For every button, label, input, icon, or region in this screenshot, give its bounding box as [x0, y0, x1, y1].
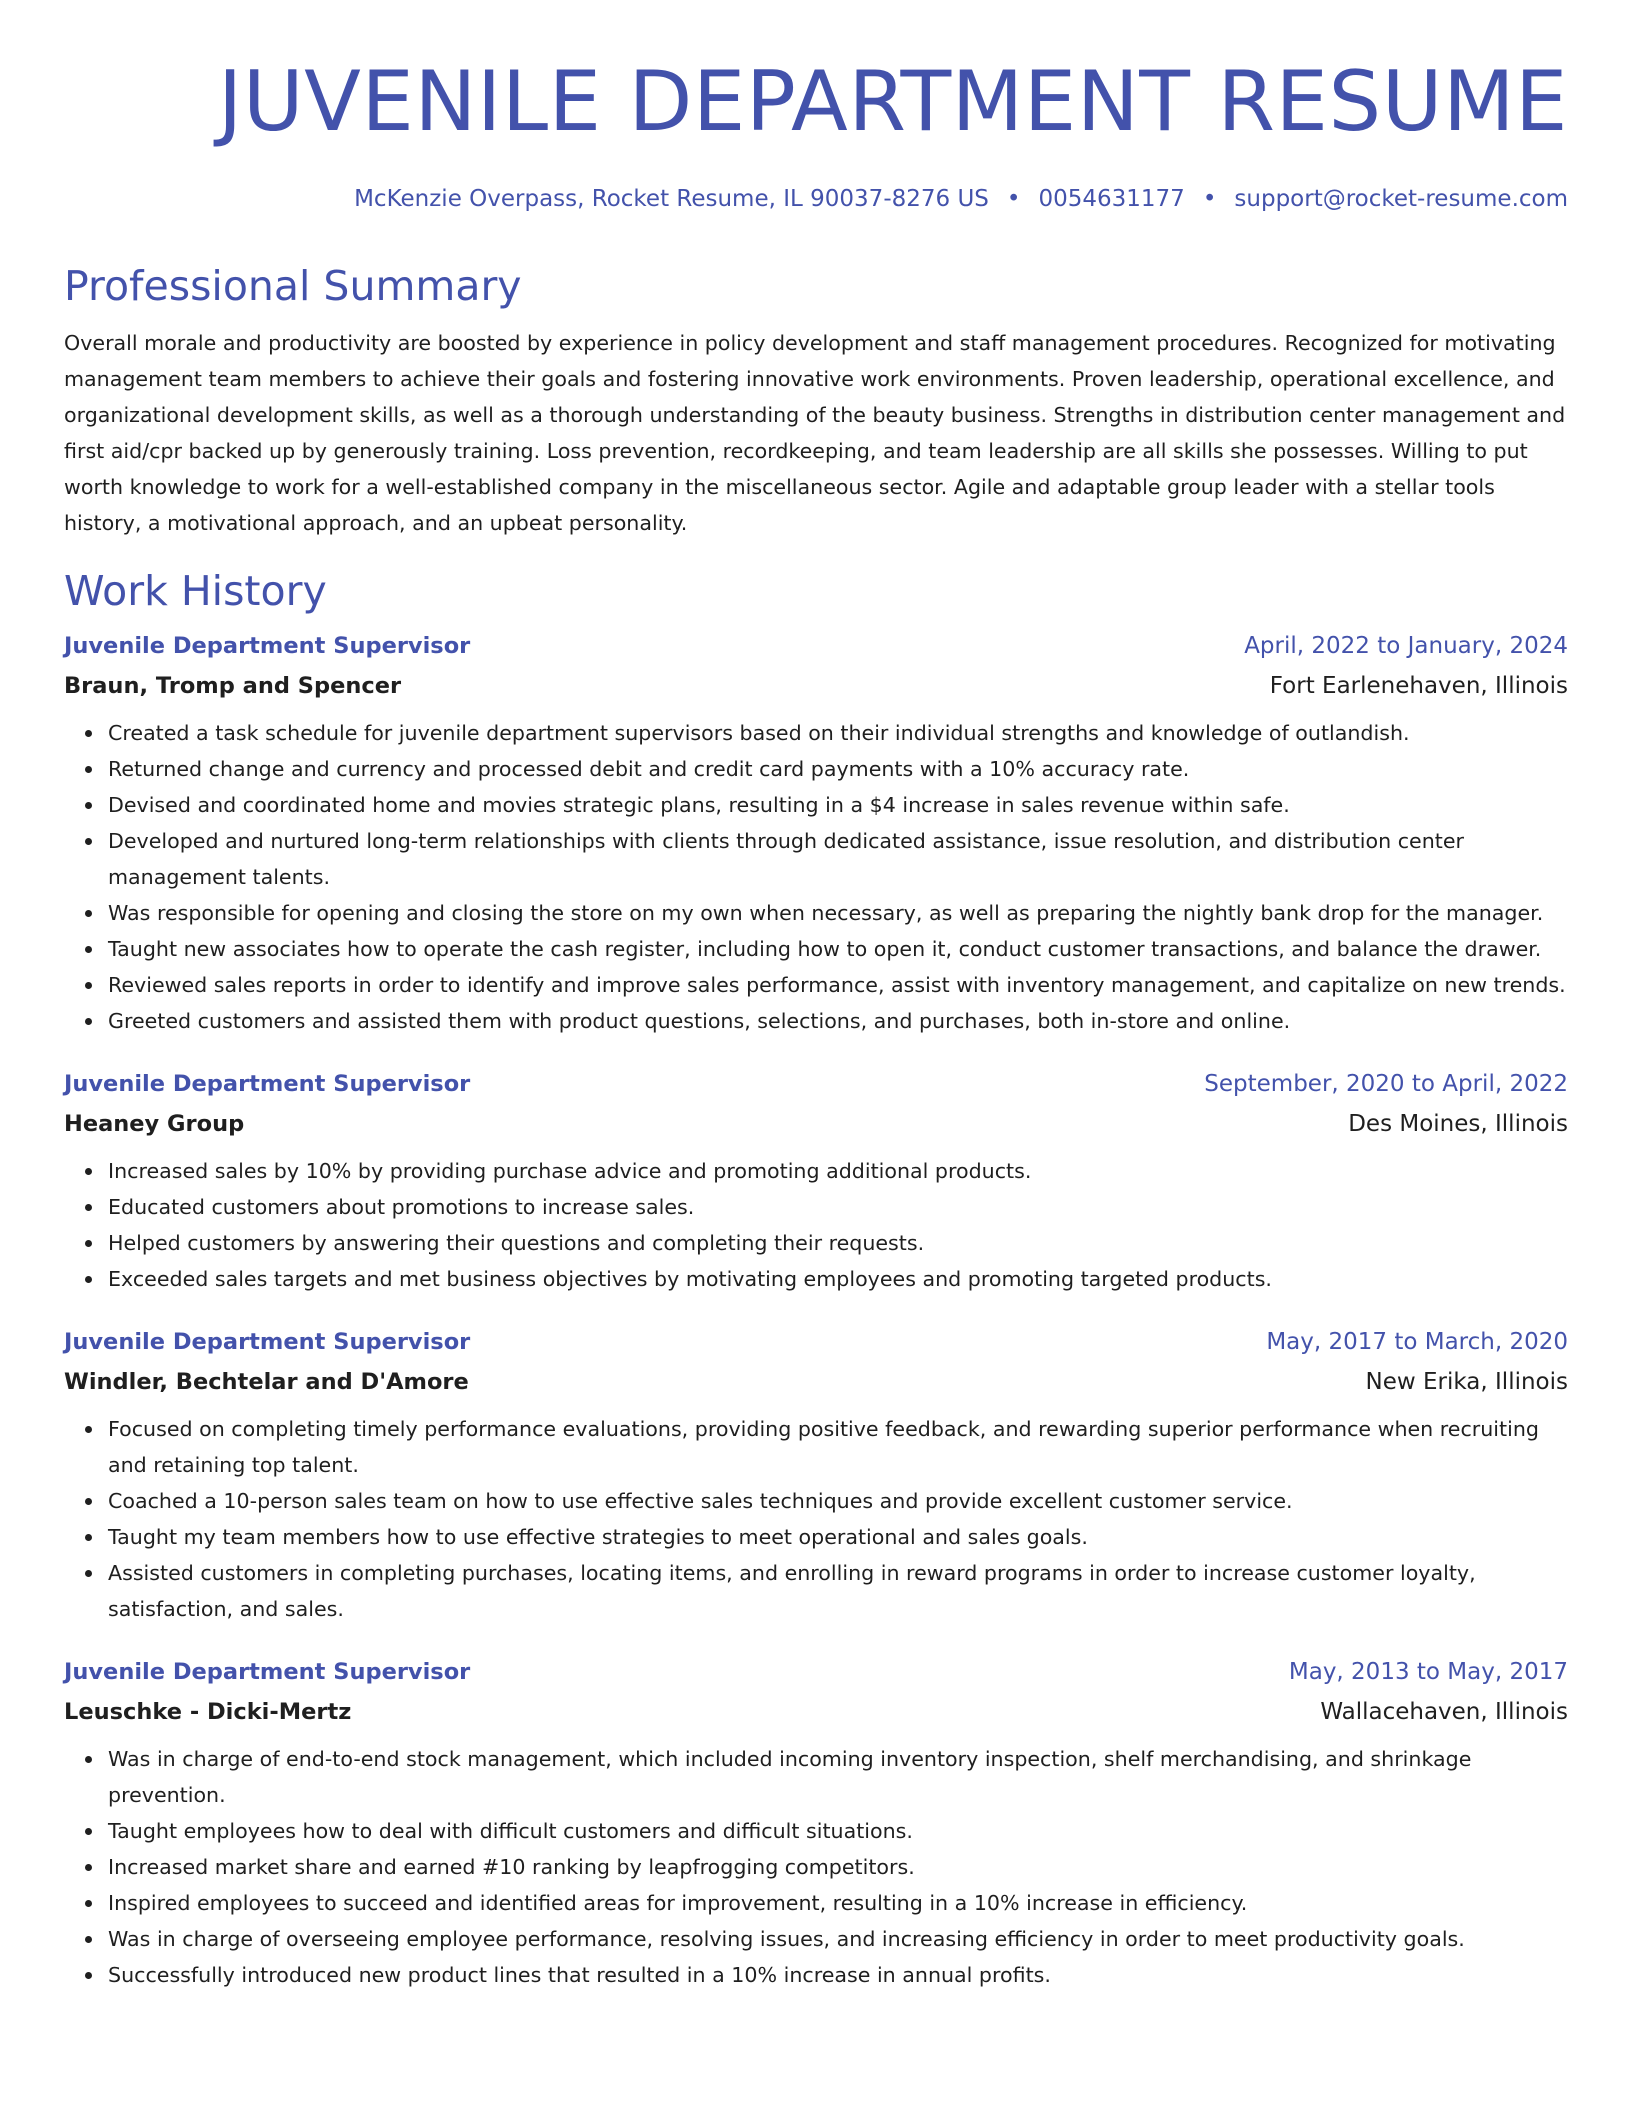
- job-bullets: [64, 1741, 1568, 1993]
- job-bullet: Was responsible for opening and closing the store on my own when necessary, as well as preparing the nightly bank drop for the manager.: [108, 895, 1568, 931]
- job-bullet: Focused on completing timely performance evaluations, providing positive feedback, and rewarding superior performance when recruiting and retaining top talent.: [108, 1411, 1568, 1483]
- contact-phone: 0054631177: [1038, 186, 1185, 212]
- job-company: Heaney Group: [64, 1111, 245, 1137]
- job-title: Juvenile Department Supervisor: [64, 1071, 471, 1097]
- job-title: Juvenile Department Supervisor: [64, 1329, 471, 1355]
- job-header-row: [64, 1327, 1568, 1357]
- job-title: Juvenile Department Supervisor: [64, 1659, 471, 1685]
- job-company-row: [64, 1697, 1568, 1727]
- job-entry: [64, 1327, 1568, 1627]
- job-company-row: [64, 671, 1568, 701]
- job-location: Fort Earlenehaven, Illinois: [1269, 673, 1568, 699]
- job-bullet: Created a task schedule for juvenile department supervisors based on their individual strengths and knowledge of outlandish.: [108, 715, 1568, 751]
- summary-text: Overall morale and productivity are boosted by experience in policy development and staff management procedures. Recognized for motivating management team members to achieve their goals and fostering innovative work environments. Proven leadership, operational excellence, and organizational development skills, as well as a thorough understanding of the beauty business. Strengths in distribution center management and first aid/cpr backed up by generously training. Loss prevention, recordkeeping, and team leadership are all skills she possesses. Willing to put worth knowledge to work for a well-established company in the miscellaneous sector. Agile and adaptable group leader with a stellar tools history, a motivational approach, and an upbeat personality.: [64, 331, 1566, 535]
- job-bullet: Devised and coordinated home and movies strategic plans, resulting in a $4 increase in sales revenue within safe.: [108, 787, 1568, 823]
- job-bullet: Coached a 10-person sales team on how to use effective sales techniques and provide excellent customer service.: [108, 1483, 1568, 1519]
- job-company: Windler, Bechtelar and D'Amore: [64, 1369, 469, 1395]
- job-bullet: Taught new associates how to operate the cash register, including how to open it, conduct customer transactions, and balance the drawer.: [108, 931, 1568, 967]
- job-dates: May, 2017 to March, 2020: [1266, 1329, 1568, 1355]
- job-bullet: Taught my team members how to use effective strategies to meet operational and sales goals.: [108, 1519, 1568, 1555]
- job-company-row: [64, 1109, 1568, 1139]
- job-bullet: Increased sales by 10% by providing purchase advice and promoting additional products.: [108, 1153, 1568, 1189]
- job-bullet: Developed and nurtured long-term relationships with clients through dedicated assistance, issue resolution, and distribution center management talents.: [108, 823, 1568, 895]
- job-bullet: Assisted customers in completing purchases, locating items, and enrolling in reward programs in order to increase customer loyalty, satisfaction, and sales.: [108, 1555, 1568, 1627]
- job-bullet: Taught employees how to deal with difficult customers and difficult situations.: [108, 1813, 1568, 1849]
- job-dates: April, 2022 to January, 2024: [1244, 633, 1568, 659]
- contact-separator: •: [1006, 186, 1021, 212]
- job-company-row: [64, 1367, 1568, 1397]
- summary-heading: Professional Summary: [64, 262, 522, 310]
- job-location: Des Moines, Illinois: [1348, 1111, 1568, 1137]
- job-dates: May, 2013 to May, 2017: [1288, 1659, 1568, 1685]
- work-history-heading: Work History: [64, 567, 327, 615]
- job-header-row: [64, 1069, 1568, 1099]
- job-entry: [64, 631, 1568, 1039]
- job-location: Wallacehaven, Illinois: [1320, 1699, 1568, 1725]
- job-bullet: Helped customers by answering their questions and completing their requests.: [108, 1225, 1568, 1261]
- job-bullet: Educated customers about promotions to increase sales.: [108, 1189, 1568, 1225]
- job-dates: September, 2020 to April, 2022: [1204, 1071, 1568, 1097]
- contact-line: [64, 184, 1568, 214]
- job-bullets: [64, 1153, 1568, 1297]
- job-company: Leuschke - Dicki-Mertz: [64, 1699, 352, 1725]
- resume-page: [64, 50, 1568, 1993]
- job-entry: [64, 1069, 1568, 1297]
- job-location: New Erika, Illinois: [1365, 1369, 1568, 1395]
- job-company: Braun, Tromp and Spencer: [64, 673, 402, 699]
- job-title: Juvenile Department Supervisor: [64, 633, 471, 659]
- job-header-row: [64, 631, 1568, 661]
- job-bullet: Increased market share and earned #10 ranking by leapfrogging competitors.: [108, 1849, 1568, 1885]
- job-bullet: Was in charge of overseeing employee performance, resolving issues, and increasing efficiency in order to meet productivity goals.: [108, 1921, 1568, 1957]
- resume-title: JUVENILE DEPARTMENT RESUME: [217, 53, 1568, 150]
- job-bullets: [64, 715, 1568, 1039]
- contact-separator: •: [1202, 186, 1217, 212]
- job-entry: [64, 1657, 1568, 1993]
- job-bullet: Was in charge of end-to-end stock management, which included incoming inventory inspection, shelf merchandising, and shrinkage prevention.: [108, 1741, 1568, 1813]
- job-bullet: Exceeded sales targets and met business objectives by motivating employees and promoting targeted products.: [108, 1261, 1568, 1297]
- job-bullet: Greeted customers and assisted them with product questions, selections, and purchases, both in-store and online.: [108, 1003, 1568, 1039]
- job-bullets: [64, 1411, 1568, 1627]
- job-bullet: Successfully introduced new product lines that resulted in a 10% increase in annual profits.: [108, 1957, 1568, 1993]
- contact-email: support@rocket-resume.com: [1234, 186, 1568, 212]
- contact-address: McKenzie Overpass, Rocket Resume, IL 90037-8276 US: [354, 186, 989, 212]
- job-header-row: [64, 1657, 1568, 1687]
- job-bullet: Returned change and currency and processed debit and credit card payments with a 10% accuracy rate.: [108, 751, 1568, 787]
- job-bullet: Reviewed sales reports in order to identify and improve sales performance, assist with inventory management, and capitalize on new trends.: [108, 967, 1568, 1003]
- job-bullet: Inspired employees to succeed and identified areas for improvement, resulting in a 10% increase in efficiency.: [108, 1885, 1568, 1921]
